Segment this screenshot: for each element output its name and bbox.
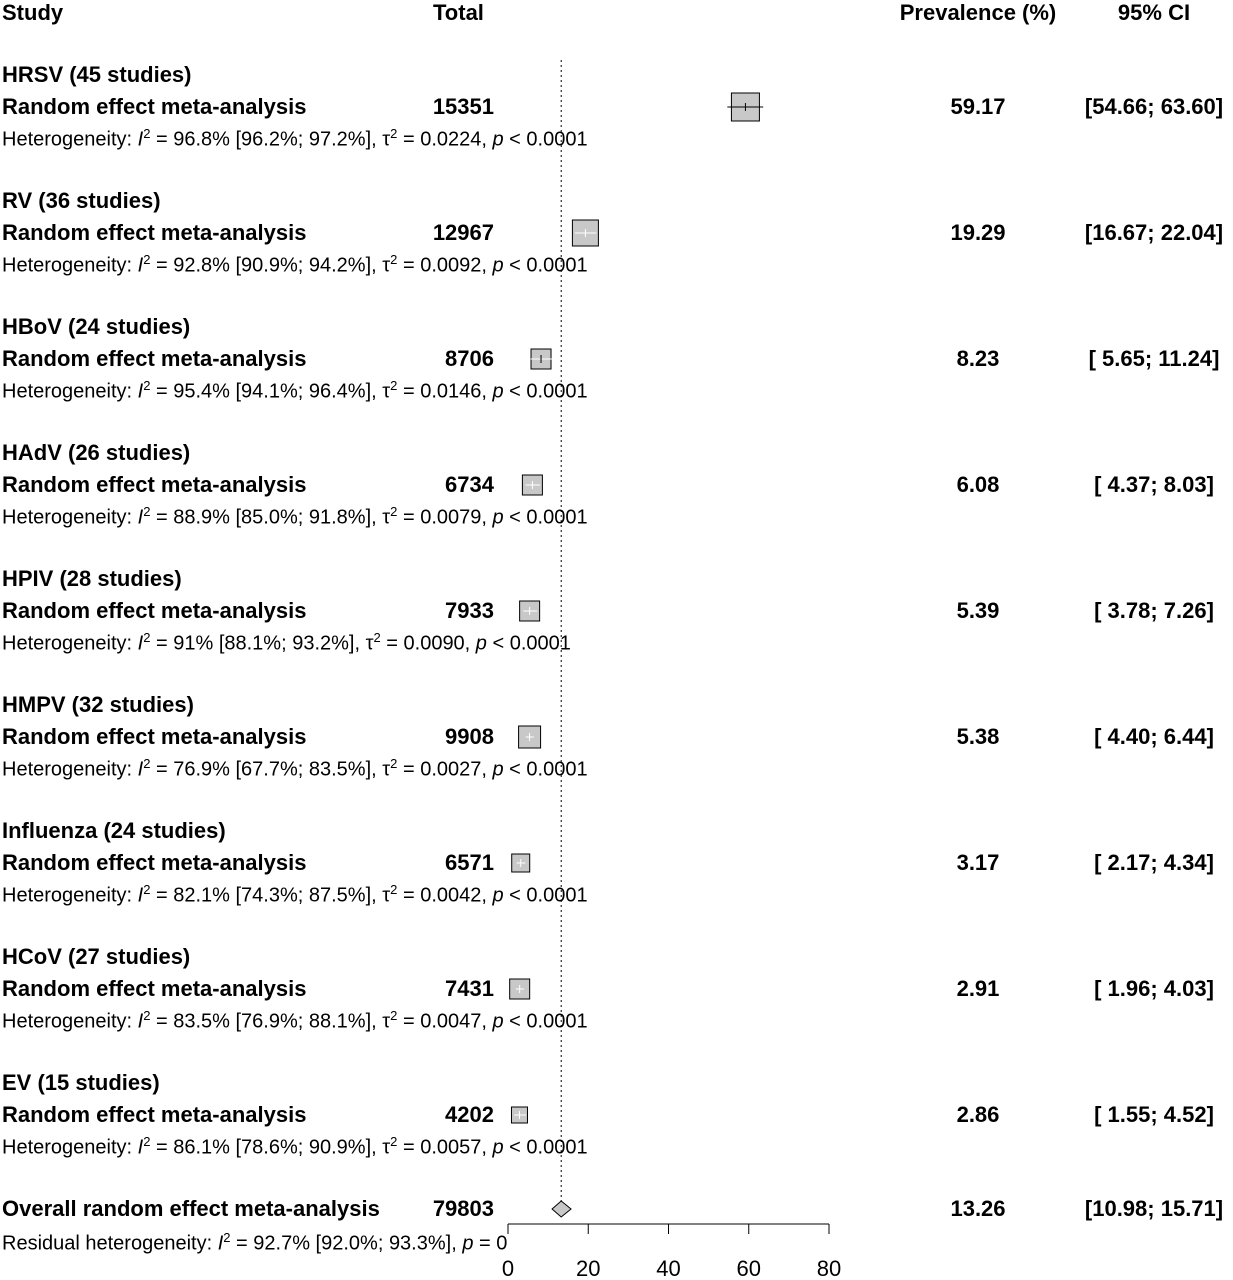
sup-2: 2 <box>223 1230 231 1245</box>
sup-2: 2 <box>143 756 151 771</box>
overall-ci: [10.98; 15.71] <box>1084 1196 1224 1221</box>
p-symbol: p <box>475 632 487 655</box>
sup-2: 2 <box>390 882 398 897</box>
het-p: < 0.0001 <box>503 506 588 529</box>
ci-value: [ 3.78; 7.26] <box>1094 598 1214 623</box>
het-i2: = 92.8% [90.9%; 94.2%], <box>150 254 383 277</box>
tau-symbol: τ <box>382 1136 391 1159</box>
het-prefix: Heterogeneity: <box>2 632 138 655</box>
tau-symbol: τ <box>382 1010 391 1033</box>
ci-value: [54.66; 63.60] <box>1084 94 1224 119</box>
group-label: HAdV (26 studies) <box>2 440 191 465</box>
het-tau: = 0.0146, <box>397 380 493 403</box>
x-tick-label: 80 <box>816 1256 842 1280</box>
het-i2: = 86.1% [78.6%; 90.9%], <box>150 1136 383 1159</box>
het-i2: = 92.7% [92.0%; 93.3%], <box>230 1232 463 1255</box>
het-p: < 0.0001 <box>503 884 588 907</box>
model-label: Random effect meta-analysis <box>2 976 307 1001</box>
overall-diamond <box>552 1201 571 1217</box>
het-prefix: Heterogeneity: <box>2 1010 138 1033</box>
prevalence-value: 6.08 <box>956 472 1000 497</box>
x-tick-label: 20 <box>576 1256 601 1280</box>
total-value: 6571 <box>445 850 494 875</box>
prevalence-value: 5.38 <box>956 724 1000 749</box>
het-tau: = 0.0027, <box>397 758 493 781</box>
sup-2: 2 <box>143 1134 151 1149</box>
sup-2: 2 <box>143 1008 151 1023</box>
het-p: < 0.0001 <box>503 1136 588 1159</box>
header-study: Study <box>2 0 64 25</box>
het-tau: = 0.0047, <box>397 1010 493 1033</box>
x-tick-label: 0 <box>501 1256 515 1280</box>
i-symbol: I <box>137 128 144 151</box>
het-p: = 0 <box>473 1232 508 1255</box>
group-label: HCoV (27 studies) <box>2 944 191 969</box>
het-i2: = 91% [88.1%; 93.2%], <box>150 632 366 655</box>
tau-symbol: τ <box>382 758 391 781</box>
prevalence-value: 2.86 <box>956 1102 1000 1127</box>
i-symbol: I <box>137 1010 144 1033</box>
ci-value: [16.67; 22.04] <box>1084 220 1224 245</box>
i-symbol: I <box>137 506 144 529</box>
het-p: < 0.0001 <box>503 254 588 277</box>
het-p: < 0.0001 <box>503 1010 588 1033</box>
total-value: 15351 <box>432 94 494 119</box>
p-symbol: p <box>492 380 504 403</box>
sup-2: 2 <box>143 378 151 393</box>
sup-2: 2 <box>390 126 398 141</box>
i-symbol: I <box>137 1136 144 1159</box>
het-i2: = 83.5% [76.9%; 88.1%], <box>150 1010 383 1033</box>
het-prefix: Residual heterogeneity: <box>2 1232 218 1255</box>
het-prefix: Heterogeneity: <box>2 506 138 529</box>
sup-2: 2 <box>143 882 151 897</box>
het-p: < 0.0001 <box>486 632 571 655</box>
total-value: 8706 <box>445 346 494 371</box>
ci-value: [ 4.40; 6.44] <box>1094 724 1214 749</box>
x-tick-label: 60 <box>736 1256 761 1280</box>
tau-symbol: τ <box>365 632 374 655</box>
overall-total: 79803 <box>432 1196 494 1221</box>
sup-2: 2 <box>390 756 398 771</box>
het-i2: = 76.9% [67.7%; 83.5%], <box>150 758 383 781</box>
het-p: < 0.0001 <box>503 128 588 151</box>
ci-value: [ 5.65; 11.24] <box>1088 346 1220 371</box>
group-label: RV (36 studies) <box>2 188 161 213</box>
het-tau: = 0.0224, <box>397 128 493 151</box>
total-value: 12967 <box>432 220 494 245</box>
het-tau: = 0.0090, <box>380 632 476 655</box>
i-symbol: I <box>137 758 144 781</box>
ci-value: [ 1.55; 4.52] <box>1094 1102 1214 1127</box>
ci-value: [ 2.17; 4.34] <box>1094 850 1214 875</box>
i-symbol: I <box>137 632 144 655</box>
het-tau: = 0.0042, <box>397 884 493 907</box>
header-ci: 95% CI <box>1117 0 1191 25</box>
het-i2: = 96.8% [96.2%; 97.2%], <box>150 128 383 151</box>
group-label: HRSV (45 studies) <box>2 62 192 87</box>
sup-2: 2 <box>390 1008 398 1023</box>
tau-symbol: τ <box>382 380 391 403</box>
prevalence-value: 8.23 <box>956 346 1000 371</box>
het-prefix: Heterogeneity: <box>2 758 138 781</box>
group-label: Influenza (24 studies) <box>2 818 226 843</box>
het-prefix: Heterogeneity: <box>2 1136 138 1159</box>
group-label: HPIV (28 studies) <box>2 566 182 591</box>
total-value: 7431 <box>445 976 494 1001</box>
het-p: < 0.0001 <box>503 380 588 403</box>
header-prevalence: Prevalence (%) <box>899 0 1057 25</box>
sup-2: 2 <box>390 504 398 519</box>
prevalence-value: 5.39 <box>956 598 1000 623</box>
het-prefix: Heterogeneity: <box>2 884 138 907</box>
tau-symbol: τ <box>382 128 391 151</box>
group-label: HMPV (32 studies) <box>2 692 194 717</box>
model-label: Random effect meta-analysis <box>2 598 307 623</box>
group-label: HBoV (24 studies) <box>2 314 191 339</box>
header-total: Total <box>433 0 484 25</box>
overall-prevalence: 13.26 <box>950 1196 1006 1221</box>
prevalence-value: 2.91 <box>956 976 1000 1001</box>
sup-2: 2 <box>390 378 398 393</box>
sup-2: 2 <box>390 252 398 267</box>
het-prefix: Heterogeneity: <box>2 380 138 403</box>
het-tau: = 0.0057, <box>397 1136 493 1159</box>
prevalence-value: 59.17 <box>950 94 1006 119</box>
het-p: < 0.0001 <box>503 758 588 781</box>
i-symbol: I <box>137 254 144 277</box>
i-symbol: I <box>137 884 144 907</box>
sup-2: 2 <box>143 504 151 519</box>
sup-2: 2 <box>373 630 381 645</box>
het-i2: = 95.4% [94.1%; 96.4%], <box>150 380 383 403</box>
i-symbol: I <box>137 380 144 403</box>
total-value: 6734 <box>445 472 494 497</box>
overall-label: Overall random effect meta-analysis <box>2 1196 380 1221</box>
tau-symbol: τ <box>382 254 391 277</box>
p-symbol: p <box>492 1136 504 1159</box>
p-symbol: p <box>492 1010 504 1033</box>
tau-symbol: τ <box>382 506 391 529</box>
model-label: Random effect meta-analysis <box>2 346 307 371</box>
ci-value: [ 1.96; 4.03] <box>1094 976 1214 1001</box>
het-tau: = 0.0079, <box>397 506 493 529</box>
het-i2: = 88.9% [85.0%; 91.8%], <box>150 506 383 529</box>
p-symbol: p <box>492 254 504 277</box>
sup-2: 2 <box>143 630 151 645</box>
p-symbol: p <box>492 506 504 529</box>
prevalence-value: 3.17 <box>956 850 1000 875</box>
total-value: 4202 <box>445 1102 494 1127</box>
x-tick-label: 40 <box>656 1256 681 1280</box>
sup-2: 2 <box>143 126 151 141</box>
prevalence-value: 19.29 <box>950 220 1006 245</box>
het-tau: = 0.0092, <box>397 254 493 277</box>
p-symbol: p <box>492 758 504 781</box>
het-prefix: Heterogeneity: <box>2 254 138 277</box>
p-symbol: p <box>492 884 504 907</box>
p-symbol: p <box>492 128 504 151</box>
tau-symbol: τ <box>382 884 391 907</box>
sup-2: 2 <box>143 252 151 267</box>
model-label: Random effect meta-analysis <box>2 220 307 245</box>
model-label: Random effect meta-analysis <box>2 724 307 749</box>
p-symbol: p <box>462 1232 474 1255</box>
total-value: 7933 <box>445 598 494 623</box>
i-symbol: I <box>217 1232 224 1255</box>
model-label: Random effect meta-analysis <box>2 94 307 119</box>
sup-2: 2 <box>390 1134 398 1149</box>
model-label: Random effect meta-analysis <box>2 850 307 875</box>
model-label: Random effect meta-analysis <box>2 1102 307 1127</box>
group-label: EV (15 studies) <box>2 1070 160 1095</box>
het-prefix: Heterogeneity: <box>2 128 138 151</box>
ci-value: [ 4.37; 8.03] <box>1094 472 1214 497</box>
model-label: Random effect meta-analysis <box>2 472 307 497</box>
total-value: 9908 <box>445 724 494 749</box>
het-i2: = 82.1% [74.3%; 87.5%], <box>150 884 383 907</box>
